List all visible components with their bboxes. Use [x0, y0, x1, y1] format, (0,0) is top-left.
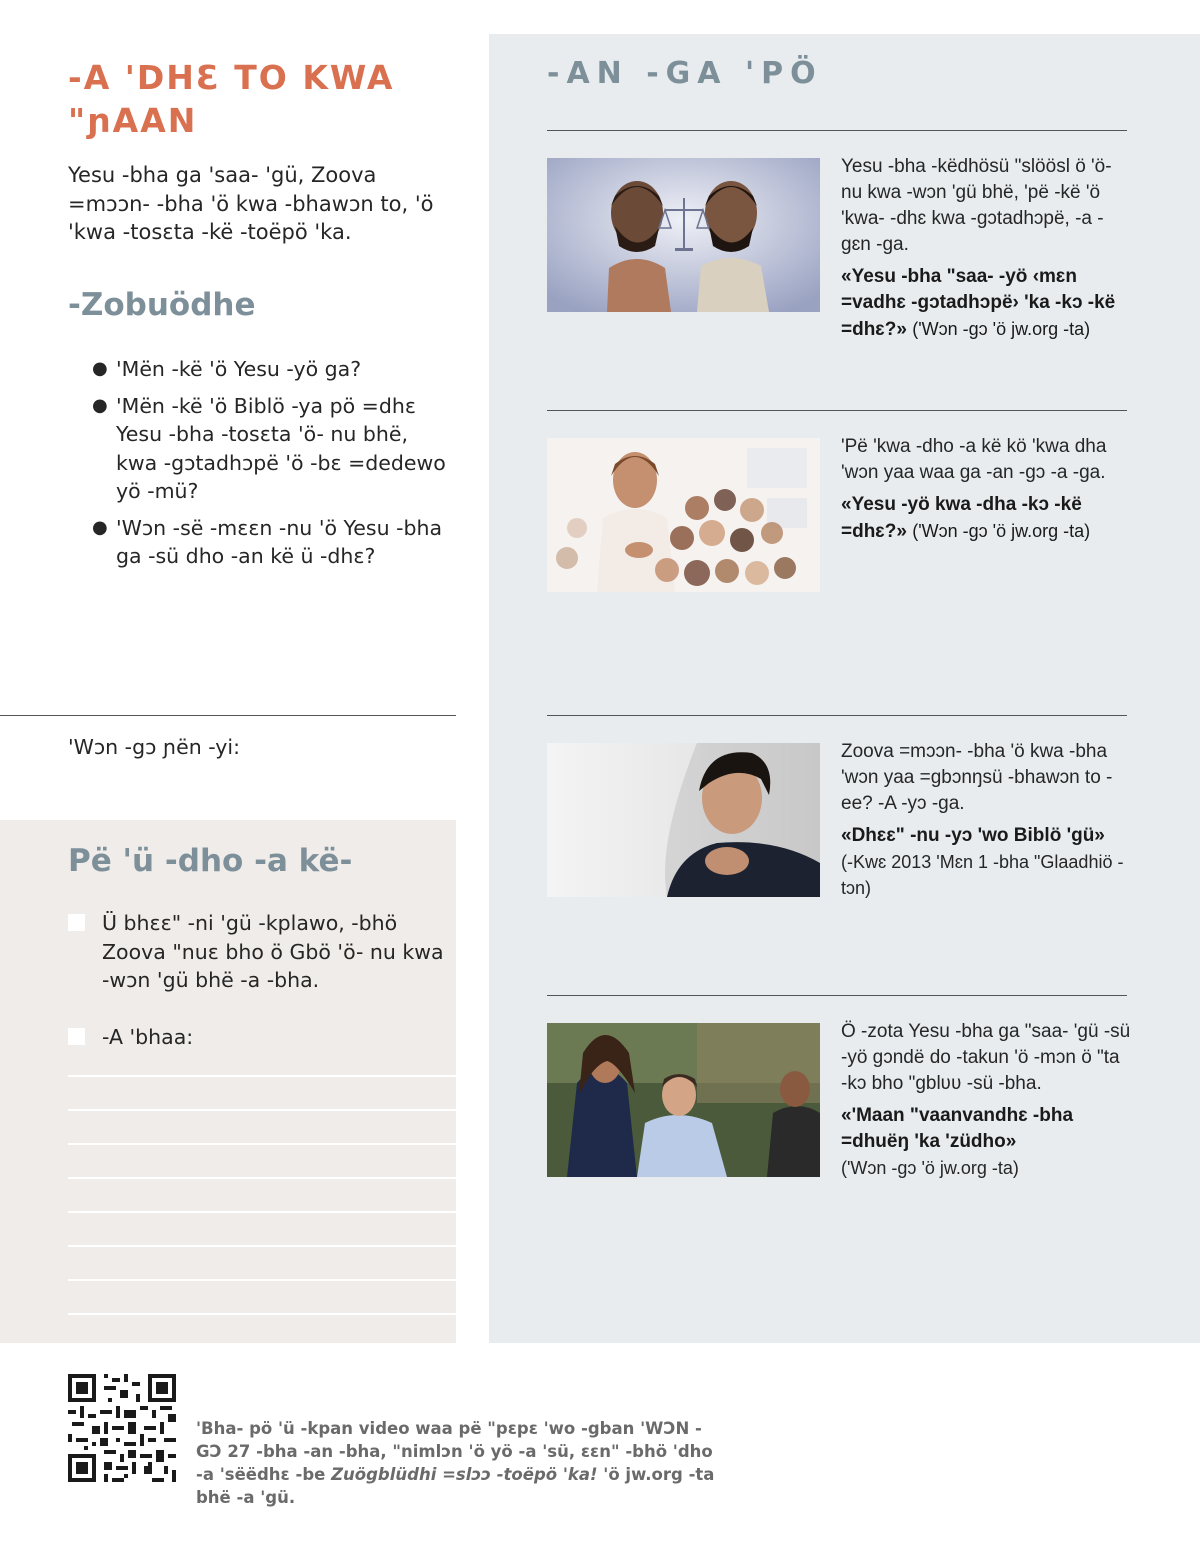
card-1-text — [841, 154, 1131, 343]
bullet-icon: ● — [92, 516, 108, 538]
review-question: ● 'Mën -kë 'ö Biblö -ya pö =dhɛ Yesu -bha -tosɛta 'ö- nu bhë, kwa -gɔtadhɔpë 'ö -bɛ =dedewo yö -mü? — [92, 393, 446, 503]
bullet-icon: ● — [92, 394, 108, 416]
jesus-crowd-image[interactable] — [547, 438, 820, 592]
explore-title: -AN -GA 'PÖ — [547, 56, 823, 91]
explore-divider — [547, 995, 1127, 996]
checkbox[interactable] — [68, 914, 85, 931]
goal-item-text: Ü bhɛɛ" -ni 'gü -kplawo, -bhö Zoova "nuɛ bho ö Gbö 'ö- nu kwa -wɔn 'gü bhë -a -bha. — [102, 911, 444, 992]
card-video-title[interactable]: «Yesu -yö kwa -dha -kɔ -kë =dhɛ?» ('Wɔn -gɔ 'ö jw.org -ta) — [841, 494, 1091, 542]
goal-title: Pë 'ü -dho -a kë- — [68, 843, 353, 879]
man-praying-image[interactable] — [547, 743, 820, 897]
bullet-icon: ● — [92, 358, 108, 379]
card-2-text — [841, 434, 1131, 545]
summary-title: -A 'DHƐ TO KWA "ɲAAN — [68, 58, 395, 140]
checkbox[interactable] — [68, 1028, 85, 1045]
notes-divider — [0, 715, 456, 716]
couple-talking-image[interactable] — [547, 1023, 820, 1177]
review-questions — [90, 355, 450, 579]
write-lines[interactable] — [68, 1075, 456, 1347]
summary-text: Yesu -bha ga 'saa- 'gü, Zoova =mɔɔn- -bha 'ö kwa -bhawɔn to, 'ö 'kwa -tosɛta -kë -toëpö 'ka. — [68, 163, 434, 244]
explore-divider — [547, 410, 1127, 411]
card-description: 'Pë 'kwa -dho -a kë kö 'kwa dha 'wɔn yaa waa ga -an -gɔ -a -ga. — [841, 436, 1107, 483]
card-description: Yesu -bha -këdhösü "slöösl ö 'ö- nu kwa -wɔn 'gü bhë, 'pë -kë 'ö 'kwa- -dhɛ kwa -gɔtadhɔpë, -a -gɛn -ga. — [841, 156, 1112, 255]
card-source: ('Wɔn -gɔ 'ö jw.org -ta) — [912, 319, 1091, 339]
notes-label: 'Wɔn -gɔ ɲën -yi: — [68, 735, 240, 759]
goal-checkbox-item[interactable] — [68, 909, 448, 995]
review-question: ● 'Wɔn -së -mɛɛn -nu 'ö Yesu -bha ga -sü dho -an kë ü -dhɛ? — [92, 515, 443, 568]
card-source: ('Wɔn -gɔ 'ö jw.org -ta) — [912, 521, 1091, 541]
card-source: (-Kwɛ 2013 'Mɛn 1 -bha "Glaadhiö -tɔn) — [841, 852, 1124, 898]
review-question: ● 'Mën -kë 'ö Yesu -yö ga? — [90, 355, 450, 384]
goal-item-text: -A 'bhaa: — [102, 1025, 194, 1049]
goal-checkbox-item[interactable] — [68, 1023, 448, 1052]
footer-brochure-title: Zuögblüdhi =slɔɔ -toëpö 'ka! — [331, 1465, 598, 1484]
footer-text: 'Bha- pö 'ü -kpan video waa pë "pɛpɛ 'wo -gban 'WƆN -GƆ 27 -bha -an -bha, "nimlɔn 'ö yö -a 'sü, ɛɛn" -bhö 'dho -a 'sëëdhɛ -be Zuögblüdhi =slɔɔ -toëpö 'ka! 'ö jw.org -ta bhë -a 'gü. — [196, 1419, 715, 1507]
explore-divider — [547, 130, 1127, 131]
card-source: ('Wɔn -gɔ 'ö jw.org -ta) — [841, 1158, 1019, 1178]
card-description: Zoova =mɔɔn- -bha 'ö kwa -bha 'wɔn yaa =gbɔnŋsü -bhawɔn to -ee? -A -yɔ -ga. — [841, 741, 1113, 814]
card-3-text — [841, 739, 1131, 901]
card-video-title[interactable]: «'Maan "vaanvandhɛ -bha =dhuëŋ 'ka 'züdho» — [841, 1105, 1074, 1152]
scales-of-justice-image[interactable] — [547, 158, 820, 312]
review-title: -Zobuödhe — [68, 287, 256, 323]
card-description: Ö -zota Yesu -bha ga "saa- 'gü -sü -yö gɔndë do -takun 'ö -mɔn ö "ta -kɔ bho "gblʋʋ -sü -bha. — [841, 1021, 1131, 1094]
card-4-text — [841, 1019, 1131, 1181]
card-video-title[interactable]: «Dhɛɛ" -nu -yɔ 'wo Biblö 'gü» — [841, 825, 1105, 846]
qr-code[interactable] — [68, 1374, 176, 1482]
card-video-title[interactable]: «Yesu -bha "saa- -yö ‹mɛn =vadhɛ -gɔtadhɔpë› 'ka -kɔ -kë =dhɛ?» ('Wɔn -gɔ 'ö jw.org -ta) — [841, 266, 1116, 340]
explore-divider — [547, 715, 1127, 716]
